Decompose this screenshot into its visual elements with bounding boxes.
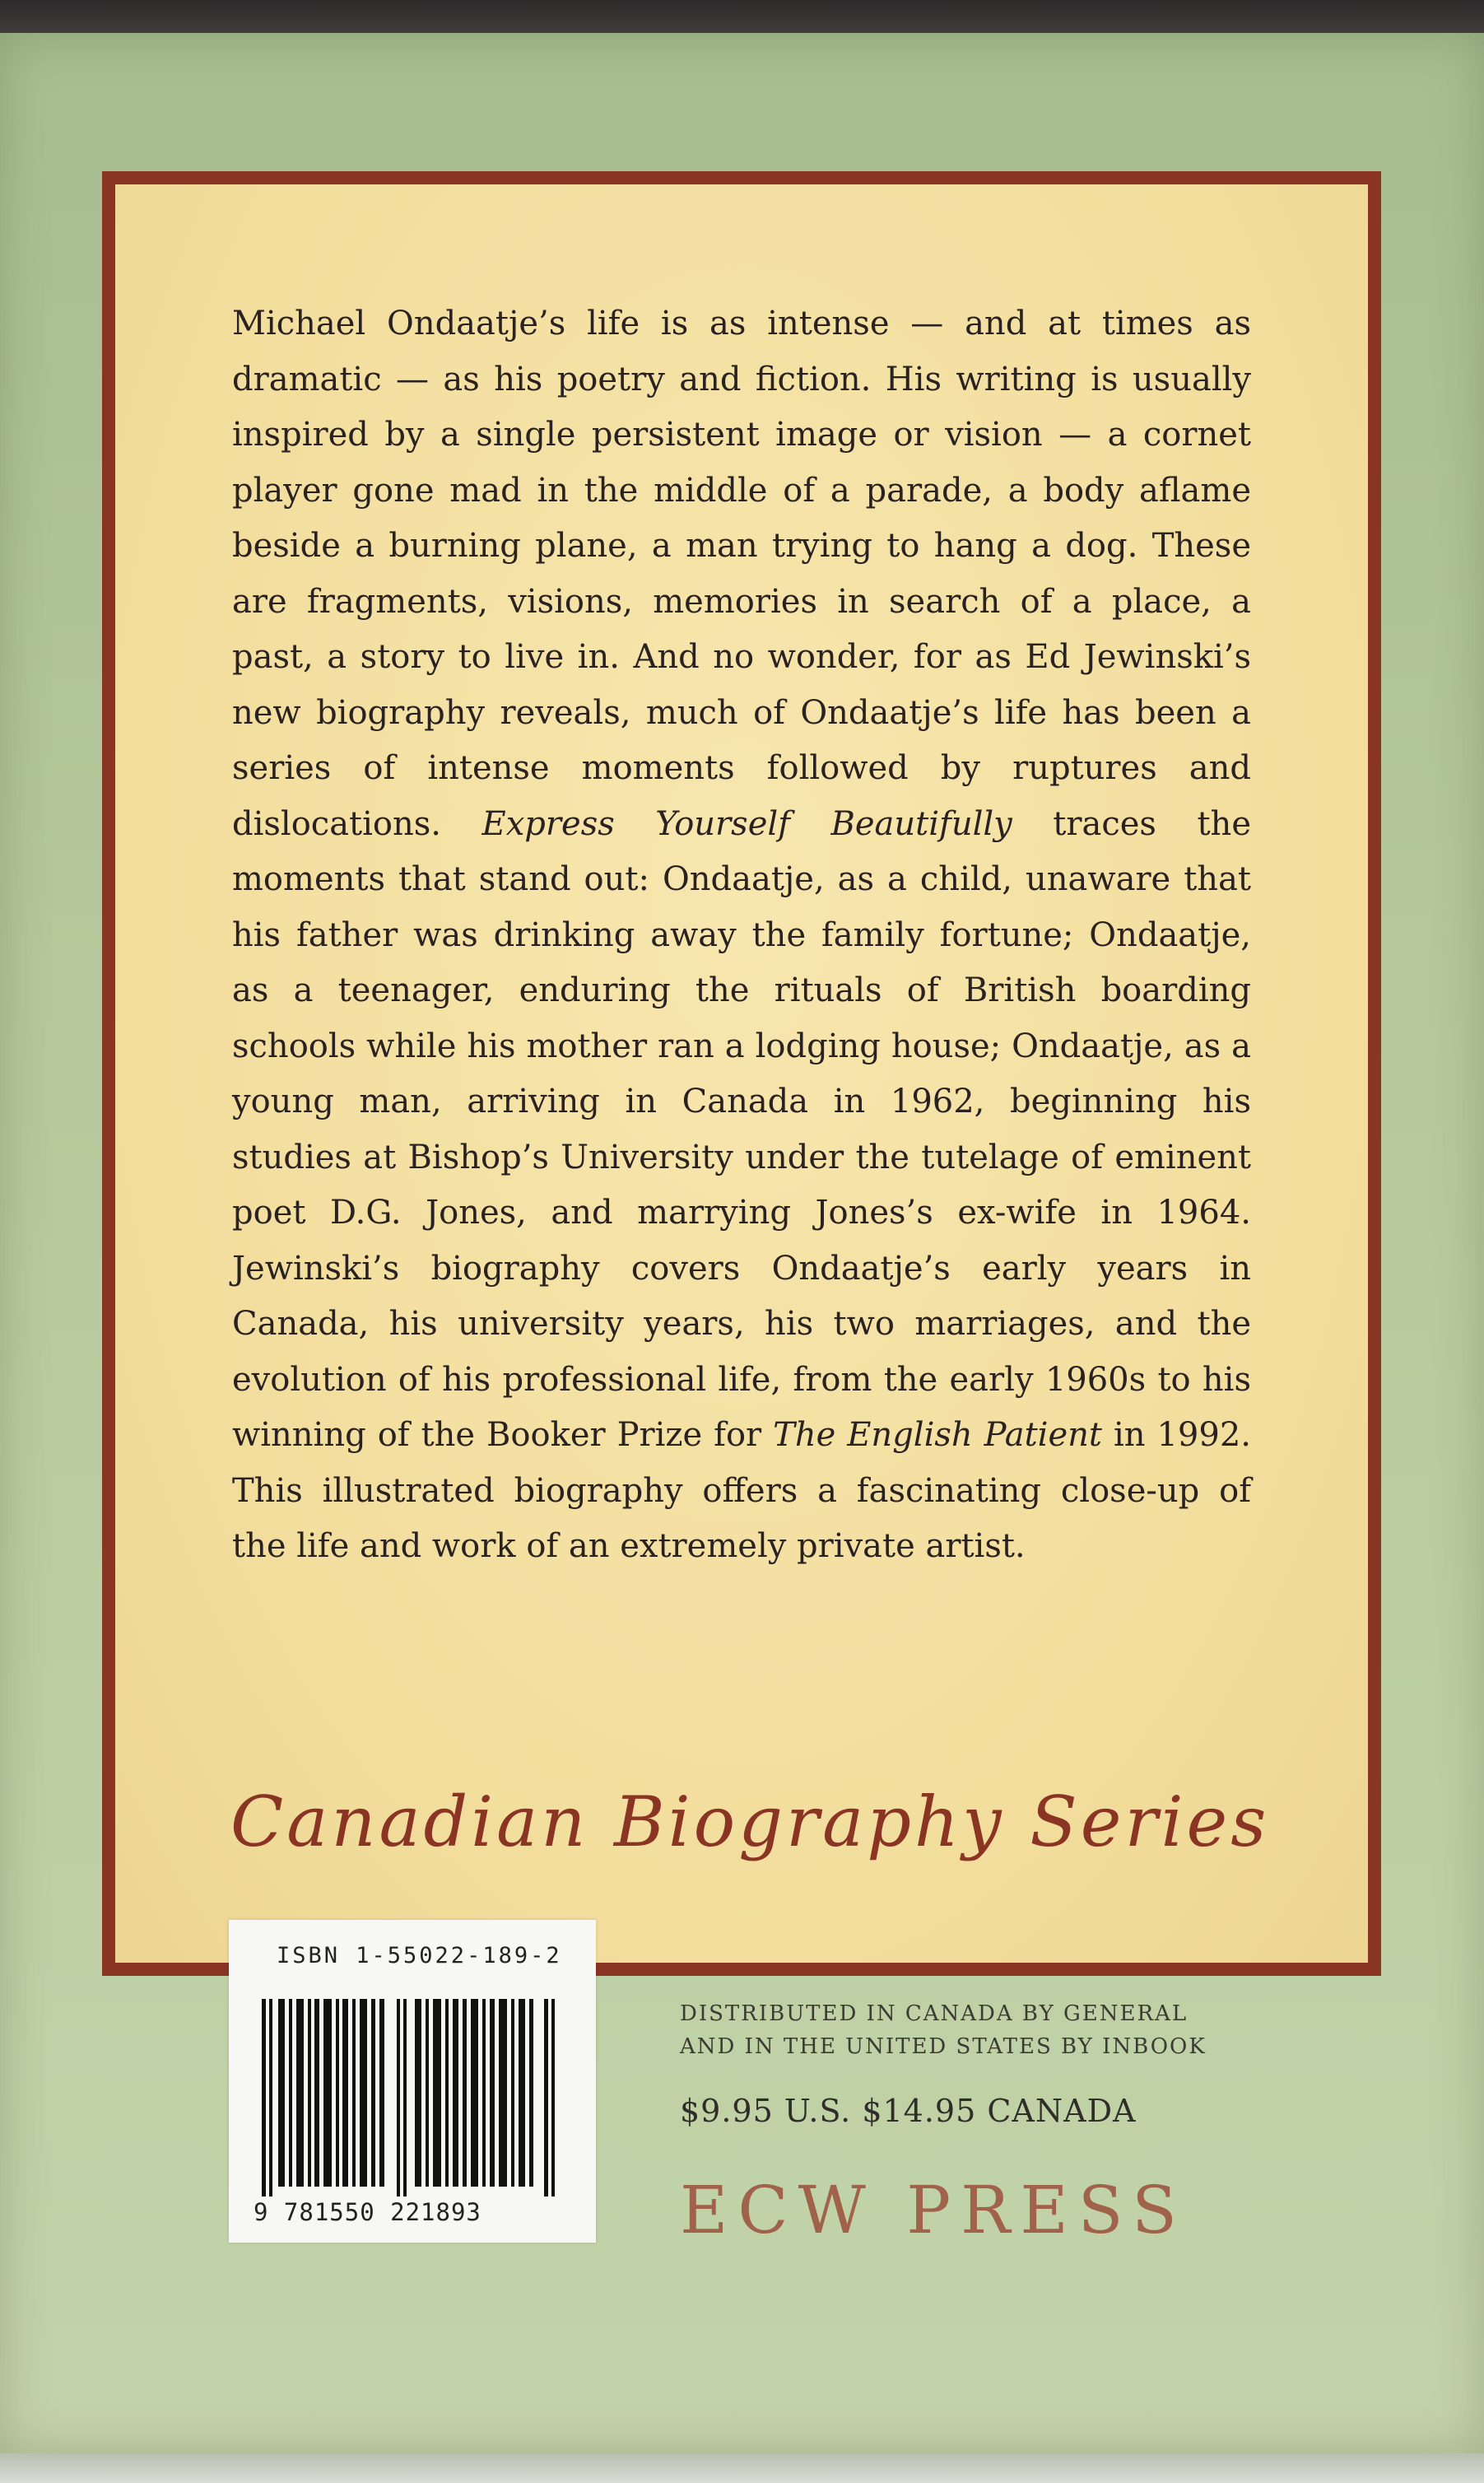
barcode-digits: 9 781550 221893 — [254, 2198, 481, 2226]
book-title-italic: Express Yourself Beautifully — [481, 804, 1012, 843]
barcode-icon — [262, 1999, 563, 2196]
price-label: $9.95 U.S. $14.95 CANADA — [680, 2093, 1137, 2129]
distribution-line-2: AND IN THE UNITED STATES BY INBOOK — [680, 2034, 1207, 2059]
description-text-part-2: traces the moments that stand out: Ondaatje, as a child, unaware that his father was drinking away the family fortune; Ondaatje, as a teenager, enduring the rituals of British boarding schools while his mother ran a lodging house; Ondaatje, as a young man, arriving in Canada in 1962, beginning his studies at Bishop’s University under the tutelage of eminent poet D.G. Jones, and marrying Jones’s ex-wife in 1964. Jewinski’s biography covers Ondaatje’s early years in Canada, his university years, his two marriages, and the evolution of his professional life, from the early 1960s to his winning of the Booker Prize for — [232, 804, 1251, 1454]
isbn-number: ISBN 1-55022-189-2 — [277, 1943, 562, 1968]
book-description — [232, 296, 1251, 1575]
book-back-cover — [0, 33, 1484, 2453]
description-text-part-3: in 1992. This illustrated biography offers a fascinating close-up of the life and work of an extremely private artist. — [232, 1416, 1251, 1565]
bottom-edge — [0, 2453, 1484, 2483]
series-title: Canadian Biography Series — [230, 1782, 1270, 1862]
description-panel — [102, 171, 1381, 1976]
isbn-barcode-label — [229, 1920, 596, 2243]
distribution-line-1: DISTRIBUTED IN CANADA BY GENERAL — [680, 2001, 1189, 2026]
novel-title-italic: The English Patient — [773, 1416, 1102, 1454]
publisher-name: ECW PRESS — [680, 2172, 1187, 2248]
distribution-info — [680, 1997, 1207, 2063]
description-text-part-1: Michael Ondaatje’s life is as intense — and at times as dramatic — as his poetry and fiction. His writing is usually inspired by a single persistent image or vision — a cornet player gone mad in the middle of a parade, a body aflame beside a burning plane, a man trying to hang a dog. These are fragments, visions, memories in search of a place, a past, a story to live in. And no wonder, for as Ed Jewinski’s new biography reveals, much of Ondaatje’s life has been a series of intense moments followed by ruptures and dislocations. — [232, 305, 1251, 843]
